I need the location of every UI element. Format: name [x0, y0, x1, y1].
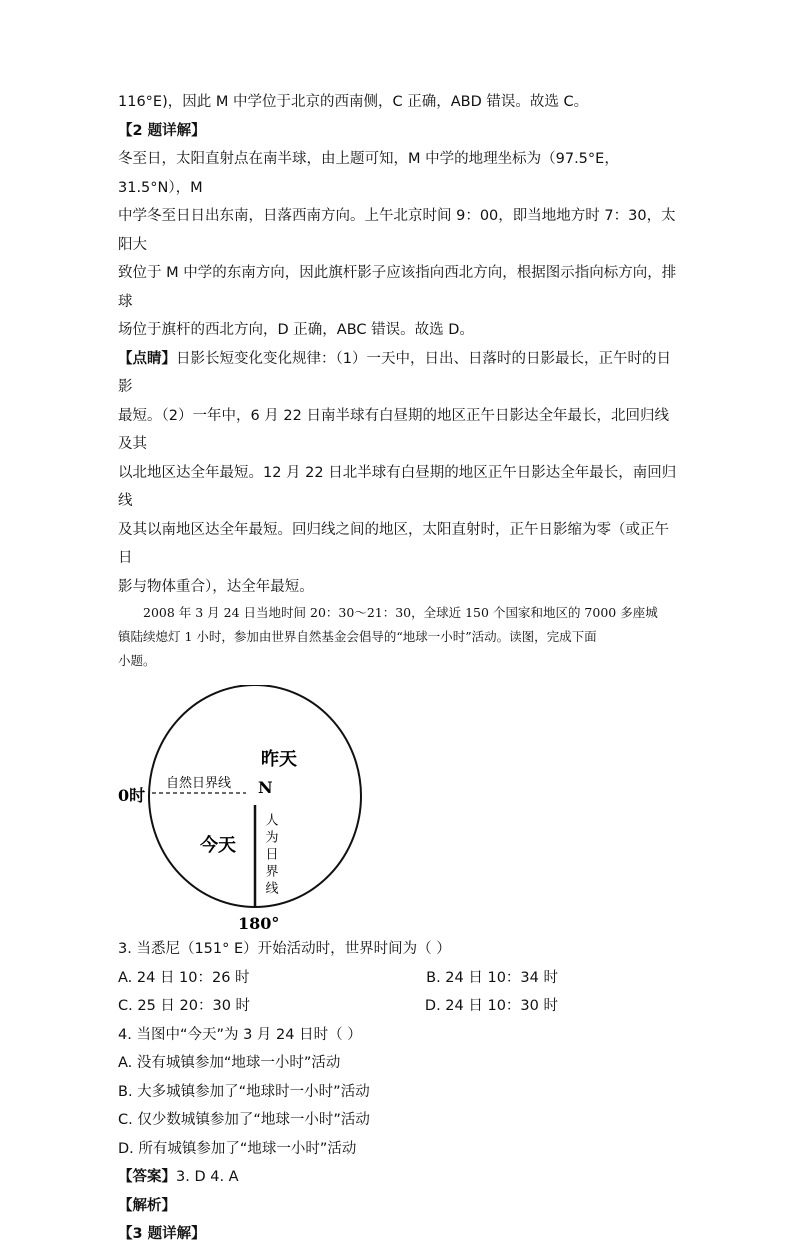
tip-label: 【点睛】: [118, 350, 176, 367]
text-line: 最短。（2）一年中，6 月 22 日南半球有白昼期的地区正午日影达全年最长，北回归线及其: [118, 407, 669, 452]
answer-text: 3. D 4. A: [176, 1169, 239, 1185]
text-line: 116°E)，因此 M 中学位于北京的西南侧，C 正确，ABD 错误。故选 C。: [118, 94, 589, 110]
question-4-stem: 4. 当图中“今天”为 3 月 24 日时（ ）: [118, 1026, 362, 1043]
q3-option-a[interactable]: A. 24 日 10：26 时: [118, 969, 250, 986]
question-3-stem: 3. 当悉尼（151° E）开始活动时，世界时间为（ ）: [118, 941, 451, 957]
text-line: 冬至日，太阳直射点在南半球，由上题可知，M 中学的地理坐标为（97.5°E，31.5°N），M: [118, 151, 619, 196]
text-line: 中学冬至日日出东南，日落西南方向。上午北京时间 9：00，即当地地方时 7：30，太阳大: [118, 208, 676, 253]
q3-option-c[interactable]: C. 25 日 20：30 时: [118, 998, 251, 1014]
artificial-line-label: 人为日界线: [262, 813, 278, 898]
yesterday-label: 昨天: [261, 749, 297, 770]
date-line-diagram: [118, 685, 418, 935]
q3-option-b[interactable]: B. 24 日 10：34 时: [426, 969, 558, 986]
tip-text: 日影长短变化变化规律：（1）一天中，日出、日落时的日影最长，正午时的日影: [118, 350, 671, 395]
text-line: 致位于 M 中学的东南方向，因此旗杆影子应该指向西北方向，根据图示指向标方向，排球: [118, 265, 677, 310]
natural-line-label: 自然日界线: [166, 776, 232, 791]
today-label: 今天: [200, 835, 236, 856]
answer-label: 【答案】: [118, 1169, 176, 1185]
q4-option-d[interactable]: D. 所有城镇参加了“地球一小时”活动: [118, 1140, 357, 1157]
text-line: 场位于旗杆的西北方向，D 正确，ABC 错误。故选 D。: [118, 322, 474, 338]
intro-line: 小题。: [118, 653, 156, 668]
text-line: 及其以南地区达全年最短。回归线之间的地区，太阳直射时，正午日影缩为零（或正午日: [118, 521, 669, 566]
text-line: 以北地区达全年最短。12 月 22 日北半球有白昼期的地区正午日影达全年最长，南回归线: [118, 464, 677, 509]
answer-line: [118, 1163, 678, 1192]
analysis-header: 【解析】: [118, 1197, 176, 1214]
text-line: 影与物体重合），达全年最短。: [118, 578, 314, 595]
q4-option-c[interactable]: C. 仅少数城镇参加了“地球一小时”活动: [118, 1112, 370, 1128]
intro-line: 镇陆续熄灯 1 小时，参加由世界自然基金会倡导的“地球一小时”活动。读图，完成下面: [118, 629, 597, 644]
q4-option-b[interactable]: B. 大多城镇参加了“地球时一小时”活动: [118, 1083, 370, 1100]
tip-line: [118, 345, 678, 402]
q3-option-d[interactable]: D. 24 日 10：30 时: [424, 998, 558, 1014]
document-page: [118, 88, 678, 1249]
zero-hour-label: 0时: [118, 786, 146, 805]
date-line-svg: [118, 685, 418, 935]
intro-line: 2008 年 3 月 24 日当地时间 20：30～21：30，全球近 150 个国家和地区的 7000 多座城: [143, 605, 658, 620]
section-header: 【3 题详解】: [118, 1226, 206, 1242]
question-3-options-row1: [118, 964, 558, 993]
north-label: N: [258, 778, 273, 797]
section-header: 【2 题详解】: [118, 122, 206, 139]
q4-option-a[interactable]: A. 没有城镇参加“地球一小时”活动: [118, 1055, 341, 1071]
lon-180-label: 180°: [238, 914, 280, 933]
question-3-options-row2: [118, 992, 558, 1021]
